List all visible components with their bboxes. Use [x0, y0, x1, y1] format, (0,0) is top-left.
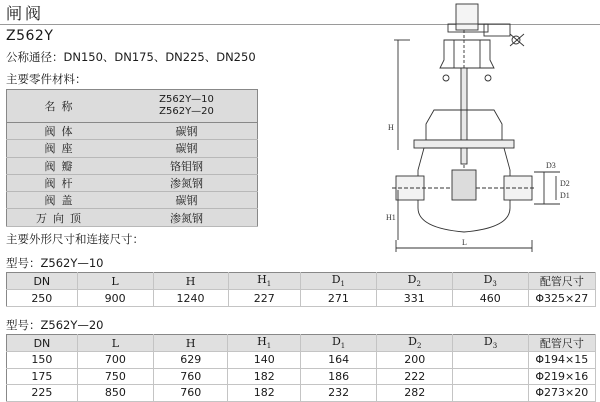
col-d2-sub: 2	[416, 342, 422, 351]
col-d1	[300, 273, 376, 290]
drawing-label-h1: H1	[386, 213, 396, 222]
col-h1-sub: 1	[266, 280, 272, 289]
cell-d2: 331	[376, 290, 452, 307]
parts-header-model-10: Z562Y—10	[159, 94, 214, 105]
col-d3-main: D	[483, 335, 493, 349]
col-pipe: 配管尺寸	[528, 273, 595, 290]
part-material: 铬钼钢	[116, 157, 257, 174]
cell-d2: 222	[377, 368, 453, 385]
cell-dn: 225	[7, 385, 78, 402]
model-label-20: 型号：Z562Y—20	[6, 318, 104, 332]
part-material: 碳钢	[116, 123, 257, 140]
parts-row	[7, 140, 258, 157]
dimension-table-z562y-10	[6, 272, 596, 307]
parts-row	[7, 174, 258, 191]
table-row	[7, 352, 596, 369]
cell-h: 629	[154, 352, 228, 369]
col-d3-sub: 3	[492, 280, 497, 289]
cell-pipe: Φ219×16	[528, 368, 595, 385]
part-name: 阀杆	[7, 174, 117, 191]
parts-header-name: 名称	[7, 90, 117, 123]
dim-table-header	[7, 335, 596, 352]
drawing-label-l: L	[462, 238, 467, 247]
gate-disc	[452, 170, 476, 200]
cell-d1: 186	[301, 368, 377, 385]
cell-l: 700	[77, 352, 153, 369]
part-material: 渗氮钢	[116, 209, 257, 226]
cell-h1: 182	[228, 368, 301, 385]
part-name: 阀座	[7, 140, 117, 157]
cell-pipe: Φ273×20	[528, 385, 595, 402]
parts-row	[7, 192, 258, 209]
cell-l: 900	[77, 290, 153, 307]
col-l: L	[77, 335, 153, 352]
col-h1-main: H	[257, 335, 267, 349]
part-material: 碳钢	[116, 140, 257, 157]
col-h1-sub: 1	[266, 342, 272, 351]
dim-table-header	[7, 273, 596, 290]
col-pipe: 配管尺寸	[528, 335, 595, 352]
parts-material-table	[6, 89, 258, 227]
table-row	[7, 368, 596, 385]
col-h: H	[153, 273, 228, 290]
table-row	[7, 290, 596, 307]
cell-dn: 150	[7, 352, 78, 369]
yoke	[440, 40, 494, 68]
gate-valve-drawing	[384, 0, 600, 256]
drawing-label-h: H	[388, 123, 394, 132]
cell-dn: 250	[7, 290, 78, 307]
bolt	[443, 75, 449, 81]
cell-l: 850	[77, 385, 153, 402]
col-d3	[453, 335, 528, 352]
col-dn: DN	[7, 335, 78, 352]
part-name: 万向顶	[7, 209, 117, 226]
bonnet-flange	[414, 140, 514, 148]
cell-d3	[453, 352, 528, 369]
drawing-label-d1: D1	[560, 191, 570, 200]
model-name: Z562Y	[6, 28, 54, 44]
parts-row	[7, 209, 258, 226]
col-d2	[376, 273, 452, 290]
col-d1-sub: 1	[340, 280, 346, 289]
part-name: 阀盖	[7, 192, 117, 209]
table-row	[7, 385, 596, 402]
cell-l: 750	[77, 368, 153, 385]
cell-pipe: Φ194×15	[528, 352, 595, 369]
col-d3-sub: 3	[492, 342, 498, 351]
nominal-size-text: 公称通径：DN150、DN175、DN225、DN250	[6, 50, 256, 64]
part-material: 渗氮钢	[116, 174, 257, 191]
model-label-10: 型号：Z562Y—10	[6, 256, 104, 270]
cell-h1: 140	[228, 352, 301, 369]
drawing-label-d3: D3	[546, 161, 556, 170]
col-d1-main: D	[331, 335, 341, 349]
part-name: 阀瓣	[7, 157, 117, 174]
col-d2	[377, 335, 453, 352]
page-title: 闸阀	[6, 4, 45, 23]
parts-row	[7, 157, 258, 174]
cell-h: 1240	[153, 290, 228, 307]
col-d3	[452, 273, 528, 290]
cell-d2: 200	[377, 352, 453, 369]
bolt	[485, 75, 491, 81]
cell-h1: 227	[228, 290, 300, 307]
col-h1-main: H	[257, 273, 267, 287]
dimensions-heading: 主要外形尺寸和连接尺寸：	[6, 232, 144, 246]
col-d1-sub: 1	[340, 342, 346, 351]
cell-d1: 271	[300, 290, 376, 307]
col-d3-main: D	[483, 273, 493, 287]
cell-d3: 460	[452, 290, 528, 307]
cell-d2: 282	[377, 385, 453, 402]
col-d1	[301, 335, 377, 352]
col-d2-main: D	[407, 273, 417, 287]
cell-h: 760	[154, 368, 228, 385]
actuator-housing	[456, 4, 478, 30]
dimension-table-z562y-20	[6, 334, 596, 402]
cell-h: 760	[154, 385, 228, 402]
cell-d3	[453, 368, 528, 385]
col-l: L	[77, 273, 153, 290]
part-material: 碳钢	[116, 192, 257, 209]
col-h1	[228, 335, 301, 352]
col-h: H	[154, 335, 228, 352]
cell-h1: 182	[228, 385, 301, 402]
cell-d3	[453, 385, 528, 402]
cell-pipe: Φ325×27	[528, 290, 595, 307]
valve-stem	[461, 68, 467, 164]
part-name: 阀体	[7, 123, 117, 140]
parts-header-models	[116, 90, 257, 123]
drawing-label-d2: D2	[560, 179, 570, 188]
cell-d1: 232	[301, 385, 377, 402]
cell-dn: 175	[7, 368, 78, 385]
parts-table-header	[7, 90, 258, 123]
col-d1-main: D	[331, 273, 341, 287]
parts-row	[7, 123, 258, 140]
parts-header-model-20: Z562Y—20	[159, 106, 214, 117]
cell-d1: 164	[301, 352, 377, 369]
col-h1	[228, 273, 300, 290]
col-d2-sub: 2	[416, 280, 421, 289]
col-dn: DN	[7, 273, 78, 290]
parts-heading: 主要零件材料：	[6, 72, 87, 86]
col-d2-main: D	[408, 335, 417, 349]
